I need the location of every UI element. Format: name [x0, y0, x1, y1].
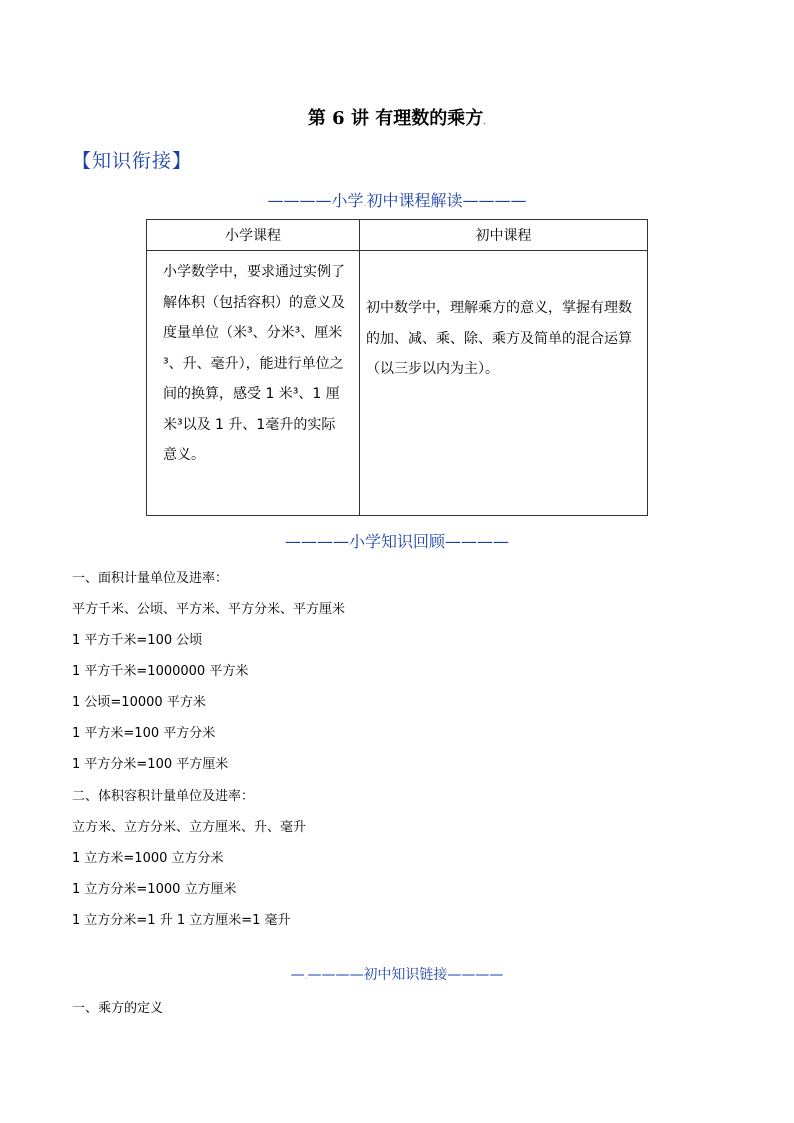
list-item: 1 平方分米=100 平方厘米 [72, 757, 229, 772]
list-item: 1 公顷=10000 平方米 [72, 695, 206, 710]
title-mark: . [483, 117, 487, 127]
table-header-junior: 初中课程 [360, 220, 648, 251]
divider-junior-link: —.————初中知识链接———— [290, 967, 504, 983]
table-header-primary: 小学课程 [147, 220, 360, 251]
course-comparison-table [146, 219, 648, 516]
list-item: 1 平方米=100 平方分米 [72, 726, 216, 741]
section-heading: 【知识衔接】 [72, 150, 193, 172]
volume-heading: 二、体积容积计量单位及进率： [72, 789, 255, 804]
area-heading: 一、面积计量单位及进率： [72, 571, 229, 586]
page-title: 第 6 讲 有理数的乘方. [307, 108, 487, 129]
divider-primary-review: ————小学知识回顾———— [284, 532, 509, 551]
list-item: 1 立方分米=1 升 1 立方厘米=1 毫升 [72, 913, 291, 928]
area-units: 平方千米、公顷、平方米、平方分米、平方厘米 [72, 602, 346, 617]
volume-units: 立方米、立方分米、立方厘米、升、毫升 [72, 820, 307, 835]
list-item: 1 立方分米=1000 立方厘米 [72, 882, 237, 897]
list-item: 1 平方千米=100 公顷 [72, 633, 203, 648]
table-cell-junior: 初中数学中，理解乘方的意义，掌握有理数的加、减、乘、除、乘方及简单的混合运算（以三步以内为主）。 [360, 251, 648, 516]
list-item: 1 平方千米=1000000 平方米 [72, 664, 249, 679]
table-cell-primary: 小学数学中，要求通过实例了解体积（包括容积）的意义及度量单位（米³、分米³、厘米³、升、毫升），能进行单位之间的换算，感受 1 米³、1 厘米³以及 1 升、1毫升的实际意义。 [147, 251, 360, 516]
divider-course-interpretation: ————小学.初中课程解读———— [267, 191, 527, 210]
list-item: 1 立方米=1000 立方分米 [72, 851, 224, 866]
power-definition-heading: 一、乘方的定义 [72, 1001, 164, 1016]
